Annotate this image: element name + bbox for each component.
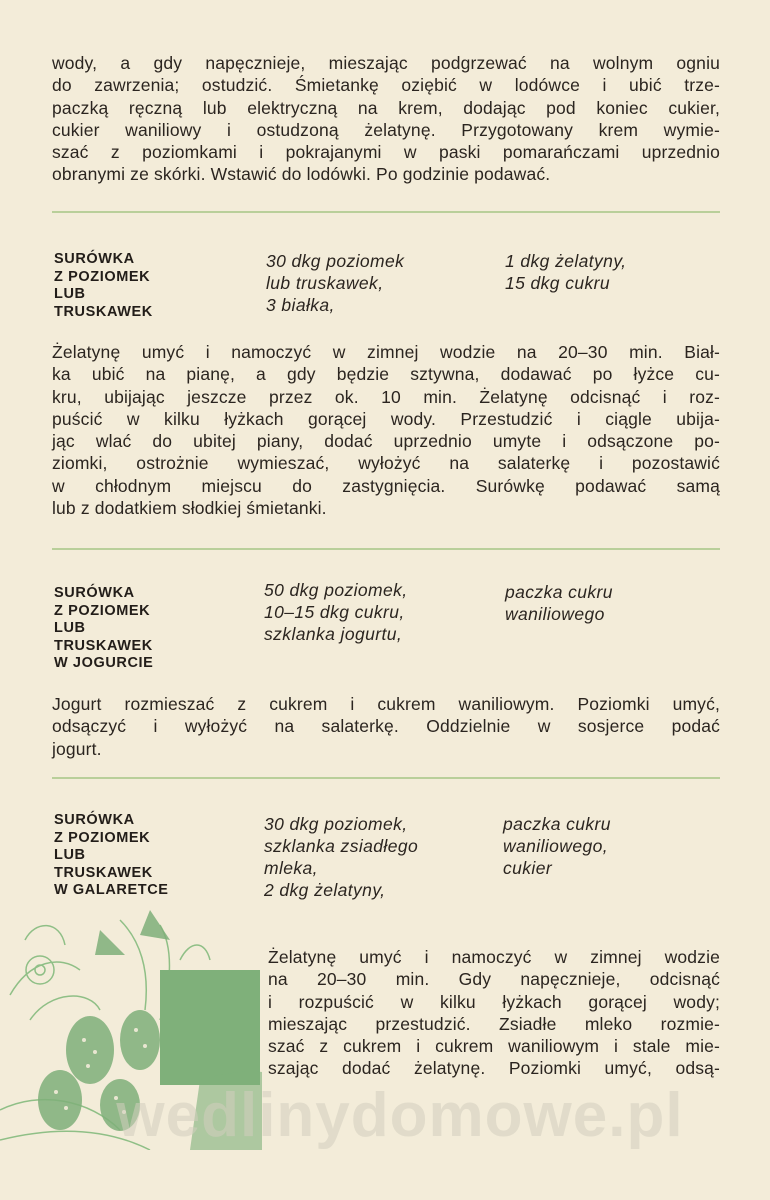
- text-line: cukier waniliowy i ostudzoną żelatynę. Przygotowany krem wymie-: [52, 119, 720, 140]
- text-line: lub z dodatkiem słodkiej śmietanki.: [52, 498, 327, 519]
- text-line: szać z poziomkami i pokrajanymi w paski pomarańczami uprzednio: [52, 142, 720, 163]
- ingredients-list: [503, 813, 611, 879]
- text-line: odsączyć i wyłożyć na salaterkę. Oddzielnie w sosjerce podać: [52, 716, 720, 737]
- text-line: Żelatynę umyć i namoczyć w zimnej wodzie na 20–30 min. Biał-: [52, 342, 720, 362]
- title-line: W GALARETCE: [54, 882, 169, 898]
- text-line: paczką ręczną lub elektryczną na krem, dodając pod koniec cukier,: [52, 97, 720, 118]
- text-line: Żelatynę umyć i namoczyć w zimnej wodzie: [268, 947, 720, 967]
- ingredient: 1 dkg żelatyny,: [505, 251, 627, 271]
- text-line: szając dodać żelatynę. Poziomki umyć, odsą-: [268, 1058, 720, 1079]
- text-line: obranymi ze skórki. Wstawić do lodówki. Po godzinie podawać.: [52, 164, 551, 185]
- recipe-method: [268, 946, 720, 1080]
- text-line: ziomki, ostrożnie wymieszać, wyłożyć na salaterkę i pozostawić: [52, 453, 720, 474]
- text-line: mieszając przestudzić. Zsiadłe mleko rozmie-: [268, 1013, 720, 1034]
- text-line: jogurt.: [52, 738, 102, 759]
- ingredient: waniliowego,: [503, 836, 608, 856]
- text-line: i rozpuścić w kilku łyżkach gorącej wody;: [268, 991, 720, 1012]
- title-line: SURÓWKA: [54, 251, 135, 267]
- ingredients-list: [505, 250, 626, 294]
- title-line: TRUSKAWEK: [54, 303, 153, 320]
- recipe-title: [54, 812, 169, 900]
- recipe-method: [52, 341, 720, 519]
- ingredient: 15 dkg cukru: [505, 273, 610, 293]
- title-line: TRUSKAWEK: [54, 864, 153, 881]
- text-line: na 20–30 min. Gdy napęcznieje, odcisnąć: [268, 969, 720, 990]
- title-line: SURÓWKA: [54, 585, 135, 601]
- section-divider: [52, 548, 720, 550]
- text-line: szać z cukrem i cukrem waniliowym i stale mie-: [268, 1036, 720, 1057]
- text-line: kru, ubijając jeszcze przez ok. 10 min. Żelatynę odcisnąć i roz-: [52, 386, 720, 407]
- title-line: Z POZIOMEK: [54, 268, 151, 285]
- title-line: TRUSKAWEK: [54, 637, 153, 654]
- text-line: jąc wlać do ubitej piany, dodać uprzednio umyte i odsączone po-: [52, 431, 720, 452]
- ingredient: 30 dkg poziomek: [266, 251, 405, 271]
- section-divider: [52, 211, 720, 213]
- ingredient: 3 białka,: [266, 295, 335, 315]
- ingredient: lub truskawek,: [266, 273, 384, 293]
- title-line: LUB: [54, 847, 86, 863]
- ingredient: 2 dkg żelatyny,: [264, 880, 386, 900]
- recipe-title: [54, 585, 153, 673]
- ingredient: 50 dkg poziomek,: [264, 580, 408, 600]
- title-line: Z POZIOMEK: [54, 602, 151, 619]
- ingredient: szklanka jogurtu,: [264, 624, 403, 644]
- ingredient: 30 dkg poziomek,: [264, 814, 408, 834]
- title-line: LUB: [54, 620, 86, 636]
- title-line: Z POZIOMEK: [54, 829, 151, 846]
- intro-paragraph: [52, 52, 720, 186]
- ingredients-list: [264, 813, 418, 901]
- ingredient: 10–15 dkg cukru,: [264, 602, 405, 622]
- text-line: ka ubić na pianę, a gdy będzie sztywna, dodawać po łyżce cu-: [52, 364, 720, 385]
- text-line: do zawrzenia; ostudzić. Śmietankę oziębić w lodówce i ubić trze-: [52, 75, 720, 96]
- ingredient: waniliowego: [505, 604, 605, 624]
- title-line: SURÓWKA: [54, 812, 135, 828]
- ingredients-list: [266, 250, 404, 316]
- section-divider: [52, 777, 720, 779]
- ingredient: paczka cukru: [503, 814, 611, 834]
- text-line: wody, a gdy napęcznieje, mieszając podgrzewać na wolnym ogniu: [52, 53, 720, 73]
- ingredients-list: [505, 581, 613, 625]
- ingredient: cukier: [503, 858, 553, 878]
- title-line: LUB: [54, 286, 86, 302]
- recipe-title: [54, 251, 153, 321]
- text-line: puścić w kilku łyżkach gorącej wody. Przestudzić i ciągle ubija-: [52, 408, 720, 429]
- ingredient: szklanka zsiadłego: [264, 836, 419, 856]
- ingredients-list: [264, 579, 408, 645]
- title-line: W JOGURCIE: [54, 655, 154, 671]
- ingredient: paczka cukru: [505, 582, 613, 602]
- text-line: w chłodnym miejscu do zastygnięcia. Surówkę podawać samą: [52, 475, 720, 496]
- watermark: wedlinydomowe.pl: [116, 1081, 684, 1150]
- recipe-method: [52, 693, 720, 760]
- ingredient: mleka,: [264, 858, 318, 878]
- text-line: Jogurt rozmieszać z cukrem i cukrem waniliowym. Poziomki umyć,: [52, 694, 720, 714]
